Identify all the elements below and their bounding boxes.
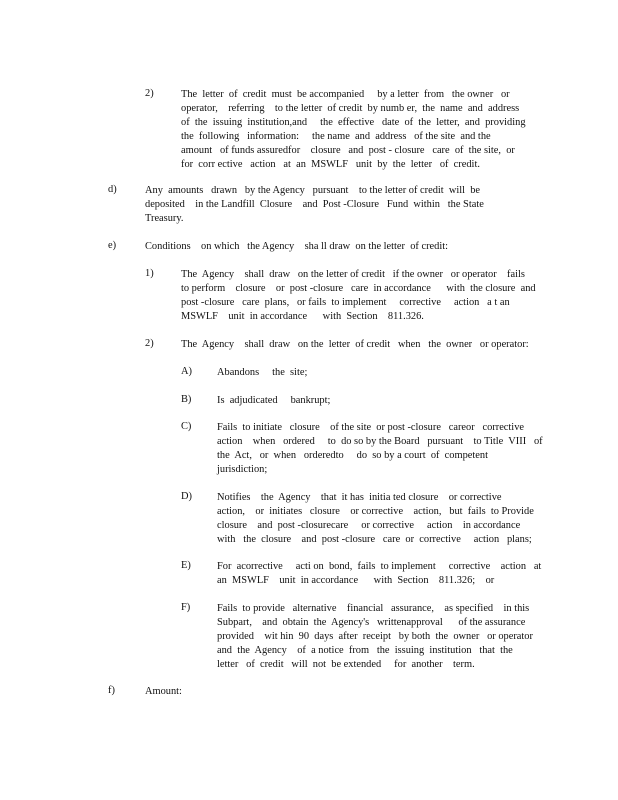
item-label: F) xyxy=(181,602,191,613)
text-line: the following information: the name and address of the site and the xyxy=(181,131,491,142)
item-label: 2) xyxy=(145,88,154,99)
item-label: 2) xyxy=(145,338,154,349)
item-text xyxy=(145,240,448,254)
text-line: Fails to provide alternative financial assurance, as specified in this xyxy=(217,603,530,614)
item-label: e) xyxy=(108,240,117,251)
text-line: with the closure and post -closure care or corrective action plans; xyxy=(217,534,532,545)
item-text xyxy=(217,560,541,588)
text-line: post -closure care plans, or fails to implement corrective action a t an xyxy=(181,297,510,308)
text-line: Is adjudicated bankrupt; xyxy=(217,395,331,406)
item-text xyxy=(217,491,534,547)
text-line: Treasury. xyxy=(145,213,184,224)
text-line: For acorrective acti on bond, fails to implement corrective action at xyxy=(217,561,542,572)
text-line: Conditions on which the Agency sha ll draw on the letter of credit: xyxy=(145,241,448,252)
text-line: deposited in the Landfill Closure and Post -Closure Fund within the State xyxy=(145,199,484,210)
text-line: and the Agency of a notice from the issuing institution that the xyxy=(217,645,513,656)
item-text xyxy=(181,338,529,352)
item-text xyxy=(145,685,182,699)
text-line: The Agency shall draw on the letter of credit when the owner or operator: xyxy=(181,339,529,350)
text-line: for corr ective action at an MSWLF unit by the letter of credit. xyxy=(181,159,480,170)
item-label: A) xyxy=(181,366,192,377)
text-line: The Agency shall draw on the letter of credit if the owner or operator fails xyxy=(181,269,525,280)
item-text xyxy=(217,366,307,380)
text-line: letter of credit will not be extended for another term. xyxy=(217,659,475,670)
item-label: f) xyxy=(108,685,115,696)
text-line: amount of funds assuredfor closure and post - closure care of the site, or xyxy=(181,145,515,156)
text-line: Notifies the Agency that it has initia ted closure or corrective xyxy=(217,492,502,503)
text-line: closure and post -closurecare or corrective action in accordance xyxy=(217,520,521,531)
text-line: jurisdiction; xyxy=(217,464,268,475)
item-text xyxy=(217,602,533,672)
text-line: operator, referring to the letter of credit by numb er, the name and address xyxy=(181,103,520,114)
item-label: D) xyxy=(181,491,192,502)
text-line: MSWLF unit in accordance with Section 811.326. xyxy=(181,311,424,322)
text-line: Abandons the site; xyxy=(217,367,308,378)
item-text xyxy=(145,184,484,226)
item-label: E) xyxy=(181,560,191,571)
item-label: C) xyxy=(181,421,192,432)
text-line: to perform closure or post -closure care in accordance with the closure and xyxy=(181,283,536,294)
item-text xyxy=(217,394,330,408)
text-line: of the issuing institution,and the effective date of the letter, and providing xyxy=(181,117,526,128)
item-text xyxy=(181,268,536,324)
item-label: B) xyxy=(181,394,192,405)
text-line: Fails to initiate closure of the site or post -closure careor corrective xyxy=(217,422,525,433)
text-line: action, or initiates closure or corrective action, but fails to Provide xyxy=(217,506,534,517)
text-line: Amount: xyxy=(145,686,182,697)
item-label: d) xyxy=(108,184,117,195)
text-line: the Act, or when orderedto do so by a court of competent xyxy=(217,450,488,461)
text-line: Any amounts drawn by the Agency pursuant to the letter of credit will be xyxy=(145,185,481,196)
text-line: The letter of credit must be accompanied by a letter from the owner or xyxy=(181,89,510,100)
item-label: 1) xyxy=(145,268,154,279)
item-text xyxy=(181,88,526,172)
text-line: Subpart, and obtain the Agency's writtenapproval of the assurance xyxy=(217,617,526,628)
item-text xyxy=(217,421,543,477)
text-line: provided wit hin 90 days after receipt by both the owner or operator xyxy=(217,631,533,642)
text-line: an MSWLF unit in accordance with Section 811.326; or xyxy=(217,575,495,586)
text-line: action when ordered to do so by the Board pursuant to Title VIII of xyxy=(217,436,543,447)
